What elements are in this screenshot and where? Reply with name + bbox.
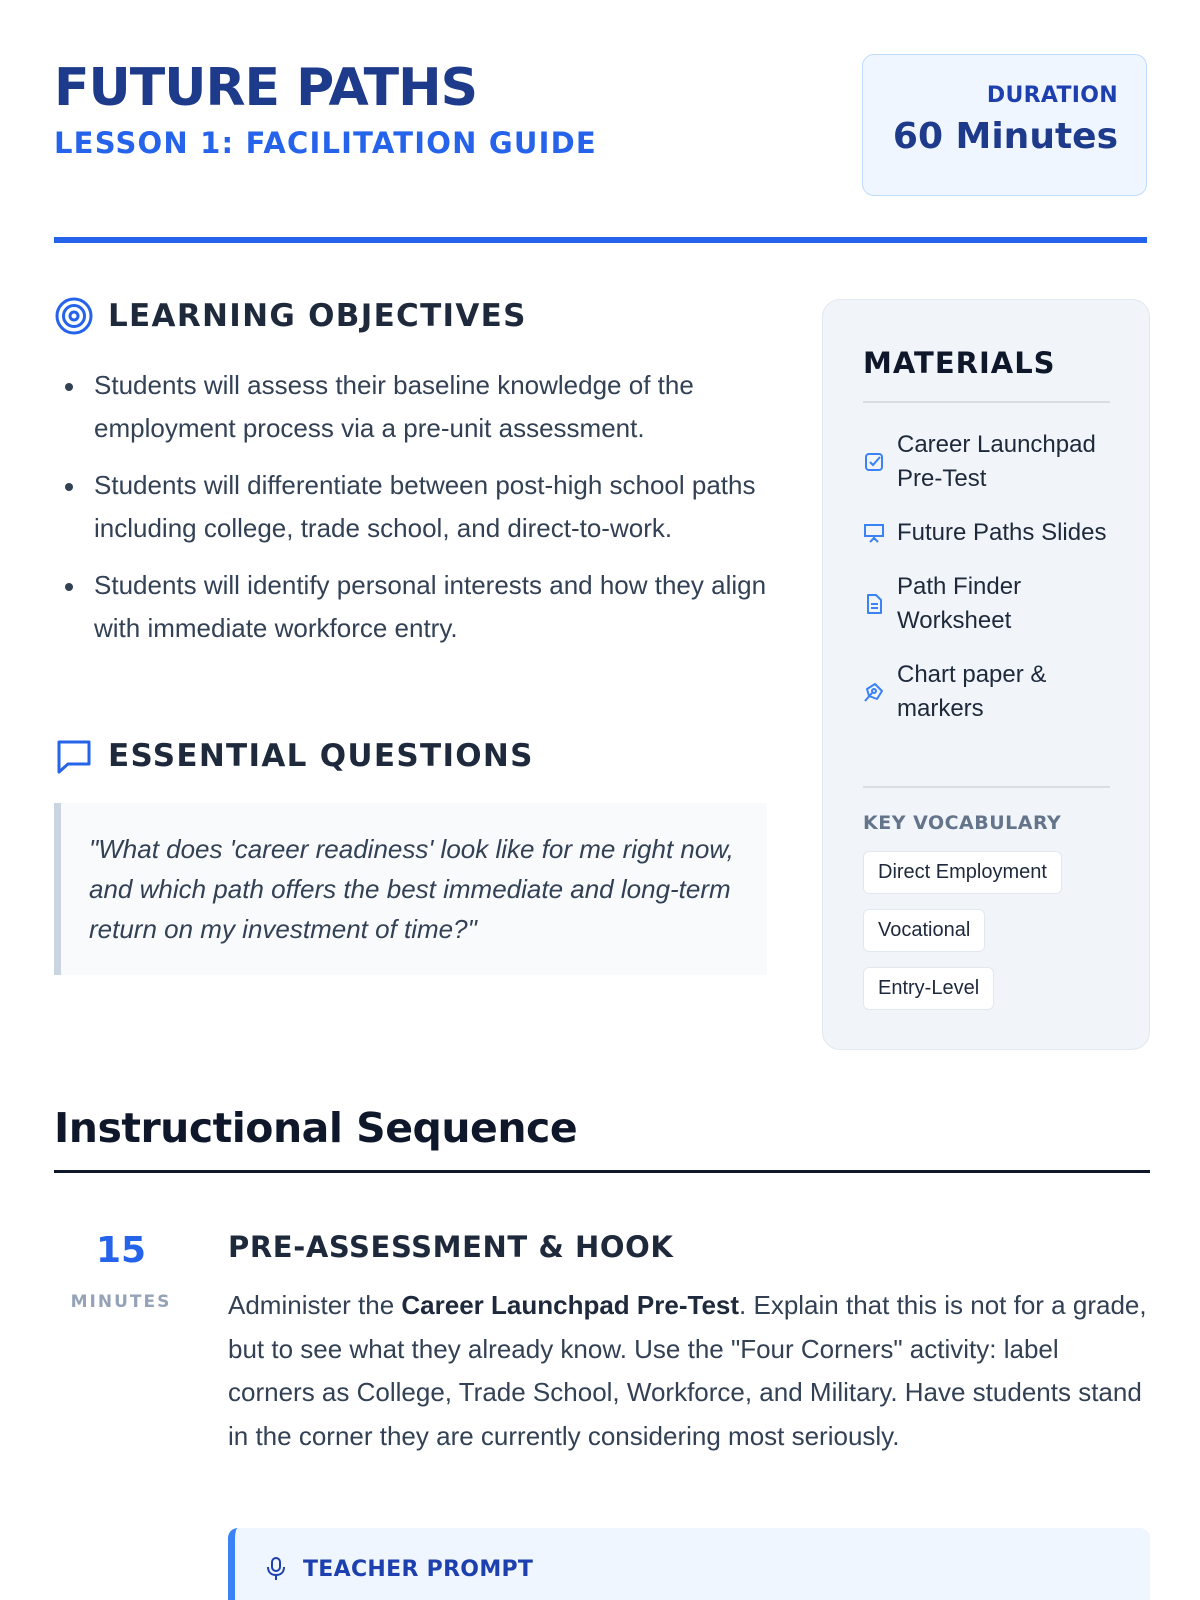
- material-item: [863, 658, 1123, 726]
- lesson-header: [54, 54, 1147, 244]
- step-minutes-unit: MINUTES: [70, 1292, 172, 1312]
- vocab-chip: Vocational: [863, 909, 985, 952]
- material-label: Chart paper & markers: [897, 661, 1047, 722]
- page-title: FUTURE PATHS: [54, 58, 478, 118]
- step-minutes: 15: [95, 1230, 147, 1271]
- material-label: Career Launchpad Pre-Test: [897, 431, 1096, 492]
- step-title: PRE-ASSESSMENT & HOOK: [228, 1230, 674, 1264]
- step-body-text: . Explain that this is not for a grade, but to see what they already know. Use the "Four Corners" activity: label corners as College, Trade School, Workforce, and Military. Have students stand in the corner they are currently considering most seriously.: [228, 1290, 1147, 1451]
- materials-list: [863, 428, 1123, 746]
- material-item: [863, 570, 1123, 638]
- vocab-list: [863, 851, 1062, 1025]
- materials-title: MATERIALS: [863, 346, 1056, 380]
- material-item: [863, 428, 1123, 496]
- materials-panel: [822, 299, 1150, 1050]
- chat-bubble-icon: [54, 736, 94, 776]
- duration-value: 60 Minutes: [892, 116, 1118, 157]
- step-body: [228, 1284, 1150, 1458]
- step-body-emphasis: Career Launchpad Pre-Test: [401, 1290, 740, 1320]
- essential-question-quote: "What does 'career readiness' look like for me right now, and which path offers the best immediate and long-term return on my investment of time?": [54, 803, 767, 975]
- sequence-divider: [54, 1170, 1150, 1173]
- objectives-title: LEARNING OBJECTIVES: [108, 298, 527, 334]
- objectives-heading: [54, 296, 527, 336]
- microphone-icon: [265, 1556, 287, 1582]
- vocab-chip: Direct Employment: [863, 851, 1062, 894]
- list-item: Students will identify personal interests and how they align with immediate workforce entry.: [54, 564, 774, 650]
- questions-heading: [54, 736, 534, 776]
- list-item: Students will differentiate between post-high school paths including college, trade school, and direct-to-work.: [54, 464, 774, 550]
- vocab-chip: Entry-Level: [863, 967, 994, 1010]
- checklist-icon: [863, 451, 885, 473]
- materials-divider: [863, 401, 1110, 403]
- target-icon: [54, 296, 94, 336]
- teacher-prompt-heading: [265, 1556, 533, 1582]
- teacher-prompt-box: [228, 1528, 1150, 1600]
- page-subtitle: LESSON 1: FACILITATION GUIDE: [54, 126, 597, 160]
- duration-label: DURATION: [986, 83, 1118, 108]
- step-body-text: Administer the: [228, 1290, 402, 1320]
- questions-title: ESSENTIAL QUESTIONS: [108, 738, 534, 774]
- sequence-title: Instructional Sequence: [54, 1104, 578, 1152]
- pen-icon: [863, 681, 885, 703]
- material-item: [863, 516, 1123, 550]
- presentation-icon: [863, 522, 885, 544]
- duration-card: [862, 54, 1147, 196]
- vocab-title: KEY VOCABULARY: [863, 812, 1062, 834]
- objectives-list: [54, 364, 774, 664]
- header-divider: [54, 237, 1147, 243]
- material-label: Future Paths Slides: [897, 519, 1107, 546]
- list-item: Students will assess their baseline knowledge of the employment process via a pre-unit assessment.: [54, 364, 774, 450]
- document-icon: [863, 593, 885, 615]
- material-label: Path Finder Worksheet: [897, 573, 1022, 634]
- materials-divider: [863, 786, 1110, 788]
- teacher-prompt-label: TEACHER PROMPT: [303, 1556, 534, 1582]
